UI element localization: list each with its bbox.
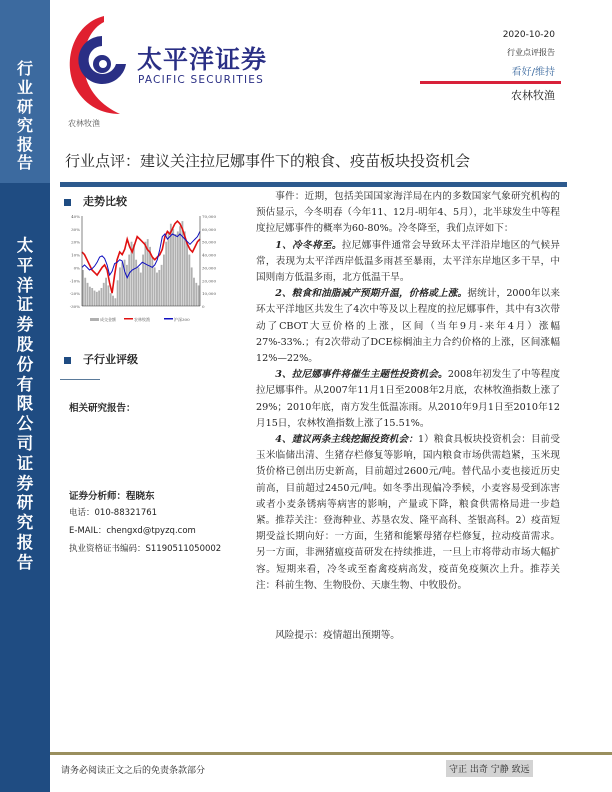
left-tick-label: 10% xyxy=(71,252,80,258)
volume-bar xyxy=(191,267,193,306)
section-divider xyxy=(60,379,100,380)
volume-bar xyxy=(188,255,190,306)
volume-bar xyxy=(87,283,89,306)
report-date: 2020-10-20 xyxy=(502,30,555,40)
volume-bar xyxy=(135,260,137,306)
legend-label: 沪深300 xyxy=(174,317,190,322)
volume-bar xyxy=(110,293,112,306)
volume-bar xyxy=(98,291,100,306)
volume-bar xyxy=(128,255,130,306)
report-body xyxy=(256,189,560,644)
volume-bar xyxy=(144,242,146,306)
rating-underline xyxy=(420,81,561,84)
right-tick-label: 0 xyxy=(202,304,205,309)
volume-bar xyxy=(91,288,93,306)
right-tick-label: 20,000 xyxy=(202,278,216,284)
header-divider xyxy=(60,182,567,187)
sidebar-char: 股 xyxy=(16,334,34,354)
volume-bar xyxy=(117,280,119,306)
volume-bar xyxy=(184,231,186,306)
volume-bar xyxy=(154,267,156,306)
volume-bar xyxy=(168,231,170,306)
left-tick-label: -20% xyxy=(69,291,80,297)
sidebar-char: 告 xyxy=(16,153,33,173)
sidebar-char: 份 xyxy=(16,354,34,374)
bullet-square-icon xyxy=(64,199,71,206)
left-tick-label: -10% xyxy=(69,278,80,284)
volume-bar xyxy=(179,226,181,306)
volume-bar xyxy=(198,285,200,306)
pacific-securities-logo xyxy=(62,14,142,114)
sidebar-char: 限 xyxy=(16,394,34,414)
point-1 xyxy=(256,238,560,287)
rating-heading xyxy=(64,351,138,367)
sidebar-char: 证 xyxy=(16,295,34,315)
sidebar-char: 究 xyxy=(16,115,33,135)
page-title: 行业点评：建议关注拉尼娜事件下的粮食、疫苗板块投资机会 xyxy=(65,152,471,170)
point-2-text: 据统计，2000年以来环太平洋地区共发生了4次中等及以上程度的拉尼娜事件，其中有3次带动了CBOT大豆价格的上涨，区间（当年9月-来年4月）涨幅27%-33%.；有2次带动了DCE棕榈油主力合约价格的上涨，区间涨幅12%—22%。 xyxy=(256,288,560,365)
breadcrumb: 农林牧渔 xyxy=(68,119,100,128)
left-tick-label: 40% xyxy=(71,214,80,219)
point-2 xyxy=(256,286,560,367)
sidebar-bottom-text xyxy=(0,236,50,573)
volume-bar xyxy=(107,285,109,306)
point-1-text: 拉尼娜事件通常会导致环太平洋沿岸地区的气候异常，表现为太平洋西岸低温多雨甚至暴雨，太平洋东岸地区多干旱，中国则南方低温多雨，北方低温干旱。 xyxy=(256,239,560,284)
right-tick-label: 40,000 xyxy=(202,252,216,258)
sidebar-char: 公 xyxy=(16,414,34,434)
sidebar-char: 有 xyxy=(16,374,34,394)
related-reports-heading: 相关研究报告： xyxy=(69,403,136,414)
volume-bar xyxy=(101,288,103,306)
volume-bar xyxy=(94,291,96,306)
volume-bar xyxy=(177,231,179,306)
brand-name-cn: 太平洋证券 xyxy=(137,45,268,74)
sidebar-char: 券 xyxy=(16,473,34,493)
volume-bar xyxy=(195,283,197,306)
volume-bar xyxy=(193,278,195,306)
sidebar-char: 司 xyxy=(16,433,34,453)
disclaimer-note: 请务必阅读正文之后的免责条款部分 xyxy=(61,766,206,776)
volume-bar xyxy=(151,257,153,306)
volume-bar xyxy=(121,262,123,306)
analyst-name: 证券分析师：程晓东 xyxy=(69,491,155,502)
left-tick-label: 20% xyxy=(71,239,80,245)
sidebar-char: 太 xyxy=(16,236,34,255)
legend-swatch xyxy=(124,318,133,320)
point-3-heading: 3、拉尼娜事件将催生主题性投资机会。 xyxy=(275,369,448,381)
rating: 看好/维持 xyxy=(511,67,555,78)
point-3-text: 2008年初发生了中等程度拉尼娜事件。从2007年11月1日至2008年2月底，农林牧渔指数上涨了29%；2010年底，南方发生低温冻雨。从2010年9月1日至2010年12月15日，农林牧渔指数上涨了15.51%。 xyxy=(256,369,560,429)
volume-bar xyxy=(165,242,167,306)
volume-bar xyxy=(158,270,160,306)
sidebar-char: 报 xyxy=(16,134,33,154)
right-tick-label: 10,000 xyxy=(202,291,216,297)
intro-paragraph: 事件：近期，包括美国国家海洋局在内的多数国家气象研究机构的预估显示，今冬明春（今年11、12月-明年4、5月），北半球发生中等程度拉尼娜事件的概率为60-80%。冷冬降至，我们点评如下： xyxy=(256,191,560,235)
company-motto: 守正 出奇 宁静 致远 xyxy=(446,760,533,777)
sidebar-char: 平 xyxy=(16,255,34,275)
legend-label: 农林牧渔 xyxy=(134,317,150,322)
volume-bar xyxy=(181,221,183,306)
point-4-text: 1）粮食具板块投资机会：目前受玉米临储出清、生猪存栏修复等影响，国内粮食市场供需趋紧，玉米现货价格已创出历史新高，目前超过2600元/吨。替代品小麦也接近历史前高，目前超过2450元/吨。如冬季出现偏冷季候，小麦容易受到冻害或者小麦条锈病等病害的影响，产量或下降，粮食供需格局进一步趋紧。推荐关注：登海种业、苏垦农发、隆平高科、荃银高科。2）疫苗短期受益长期向好：一方面，生猪和能繁母猪存栏修复，拉动疫苗需求。另一方面，非洲猪瘟疫苗研发在持续推进，一旦上市将带动市场大幅扩容。短期来看，冷冬或至畜禽疫病高发，疫苗免疫频次上升。推荐关注：科前生物、生物股份、天康生物、中牧股份。 xyxy=(256,434,560,591)
right-tick-label: 30,000 xyxy=(202,265,216,271)
volume-bar xyxy=(119,267,121,306)
right-tick-label: 50,000 xyxy=(202,239,216,245)
footer-divider xyxy=(50,752,612,755)
point-4 xyxy=(256,432,560,594)
legend-label: 成交金额 xyxy=(100,317,116,322)
volume-bar xyxy=(112,296,114,306)
volume-bar xyxy=(156,273,158,306)
legend-swatch xyxy=(164,318,173,320)
volume-bar xyxy=(175,234,177,306)
sidebar xyxy=(0,0,50,792)
trend-heading xyxy=(64,193,127,209)
left-tick-label: 0% xyxy=(73,265,80,271)
analyst-license: 执业资格证书编码：S1190511050002 xyxy=(69,544,222,554)
volume-bar xyxy=(96,292,98,306)
sidebar-char: 业 xyxy=(16,77,33,97)
volume-bar xyxy=(140,273,142,306)
volume-bar xyxy=(126,265,128,306)
sidebar-char: 券 xyxy=(16,315,34,335)
left-tick-label: -30% xyxy=(69,304,80,309)
point-4-heading: 4、建议两条主线挖掘投资机会： xyxy=(275,434,418,446)
sidebar-char: 洋 xyxy=(16,275,34,295)
brand-name-en: PACIFIC SECURITIES xyxy=(138,74,265,86)
sidebar-char: 研 xyxy=(16,96,33,116)
rating-heading-label: 子行业评级 xyxy=(83,353,138,366)
sidebar-top-text xyxy=(0,60,50,173)
point-1-heading: 1、冷冬将至。 xyxy=(275,239,342,251)
point-3 xyxy=(256,367,560,432)
volume-bar xyxy=(138,267,140,306)
sidebar-char: 行 xyxy=(16,59,33,78)
volume-bar xyxy=(103,283,105,306)
report-type: 行业点评报告 xyxy=(507,48,555,57)
sidebar-char: 研 xyxy=(16,493,34,513)
trend-heading-label: 走势比较 xyxy=(83,195,127,208)
volume-bar xyxy=(186,242,188,306)
volume-bar xyxy=(161,265,163,306)
bullet-square-icon xyxy=(64,357,71,364)
volume-bar xyxy=(133,244,135,306)
volume-bar xyxy=(149,247,151,306)
volume-bar xyxy=(114,298,116,306)
sidebar-char: 究 xyxy=(16,513,34,533)
risk-warning: 风险提示：疫情超出预期等。 xyxy=(275,630,400,642)
analyst-phone: 电话：010-88321761 xyxy=(69,508,158,518)
volume-bar xyxy=(89,287,91,306)
volume-bar xyxy=(172,229,174,306)
volume-bar xyxy=(105,278,107,306)
volume-bar xyxy=(163,255,165,306)
industry-label: 农林牧渔 xyxy=(511,89,555,102)
analyst-email[interactable]: E-MAIL：chengxd@tpyzq.com xyxy=(69,526,196,536)
sidebar-char: 证 xyxy=(16,453,34,473)
sidebar-char: 报 xyxy=(16,532,34,552)
right-tick-label: 70,000 xyxy=(202,214,216,219)
left-tick-label: 30% xyxy=(71,226,80,232)
trend-chart xyxy=(58,210,220,328)
right-tick-label: 60,000 xyxy=(202,226,216,232)
volume-bar xyxy=(84,278,86,306)
point-2-heading: 2、粮食和油脂减产预期升温，价格或上涨。 xyxy=(275,288,468,300)
legend-swatch xyxy=(90,318,99,321)
sidebar-char: 告 xyxy=(16,552,34,572)
